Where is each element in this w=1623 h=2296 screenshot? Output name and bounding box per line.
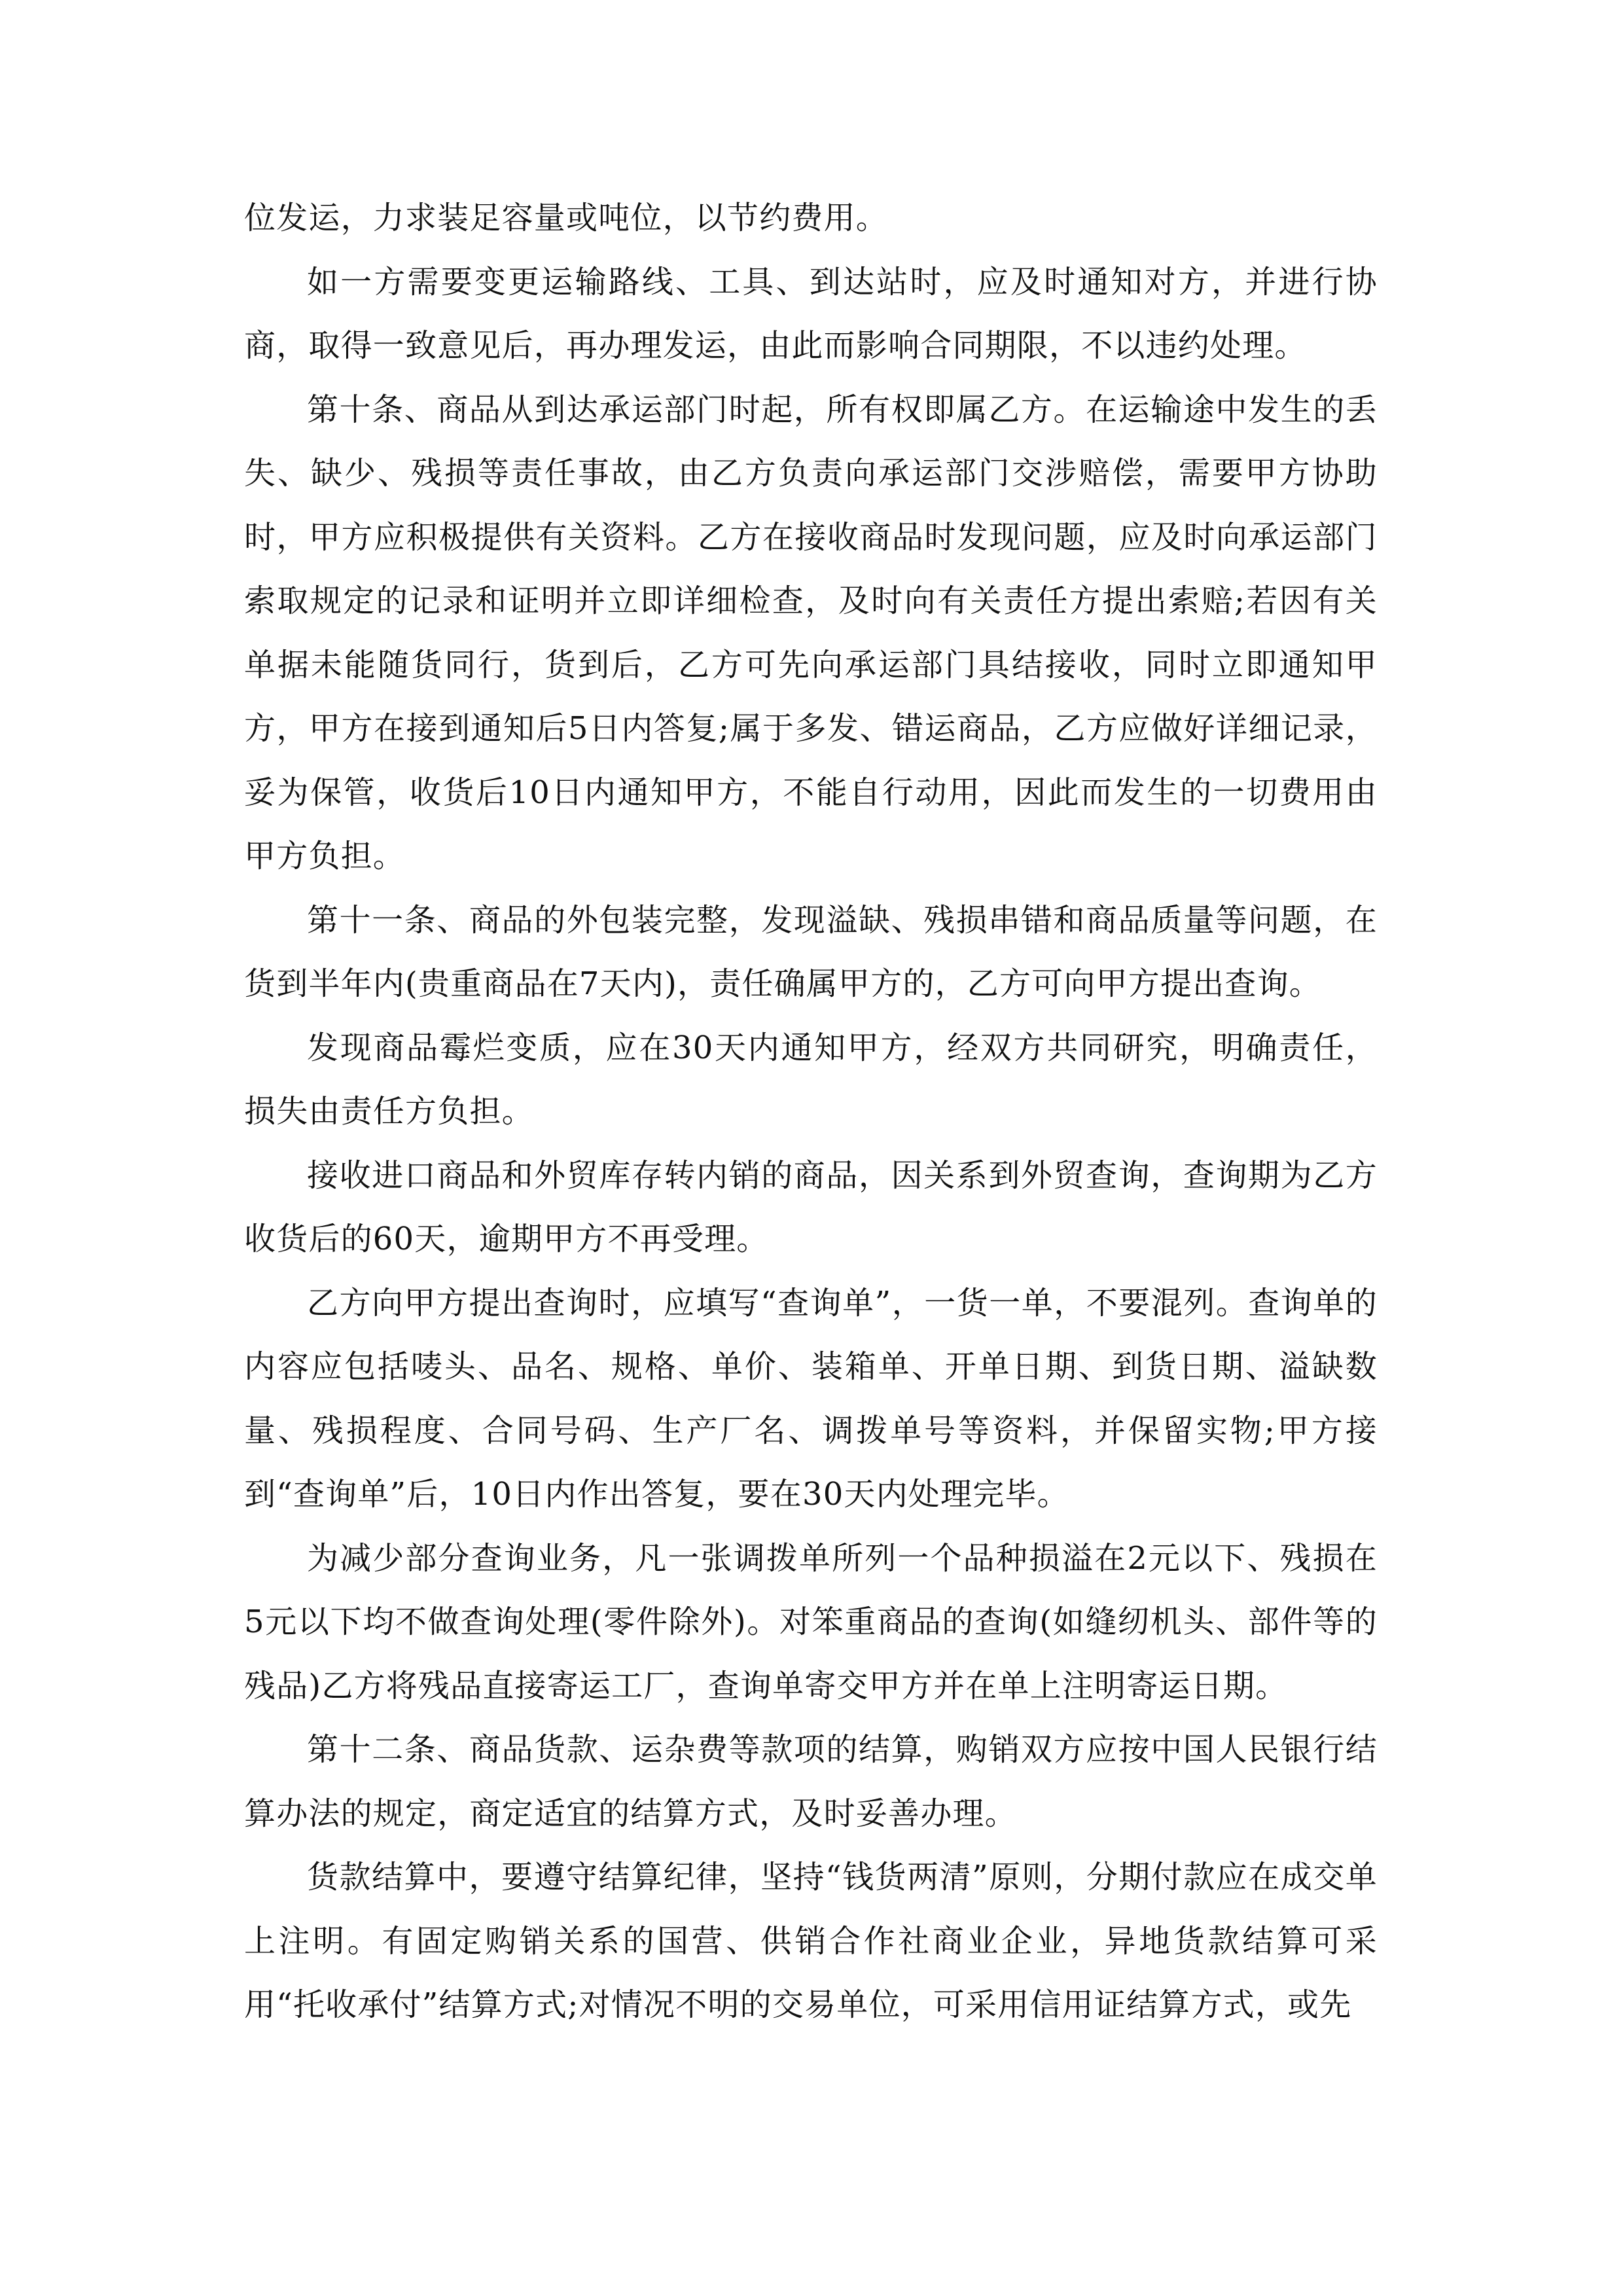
paragraph-article-12: 第十二条、商品货款、运杂费等款项的结算，购销双方应按中国人民银行结算办法的规定，商定适宜的结算方式，及时妥善办理。 [244,1731,1378,1832]
contract-text-body [244,187,1378,2037]
paragraph-inquiry-form: 乙方向甲方提出查询时，应填写“查询单”，一货一单，不要混列。查询单的内容应包括唛头、品名、规格、单价、装箱单、开单日期、到货日期、溢缺数量、残损程度、合同号码、生产厂名、调拨单号等资料，并保留实物;甲方接到“查询单”后，10日内作出答复，要在30天内处理完毕。 [244,1284,1378,1513]
paragraph-route-change: 如一方需要变更运输路线、工具、到达站时，应及时通知对方，并进行协商，取得一致意见后，再办理发运，由此而影响合同期限，不以违约处理。 [244,263,1378,364]
paragraph-import-goods: 接收进口商品和外贸库存转内销的商品，因关系到外贸查询，查询期为乙方收货后的60天，逾期甲方不再受理。 [244,1157,1378,1257]
paragraph-reduce-inquiry: 为减少部分查询业务，凡一张调拨单所列一个品种损溢在2元以下、残损在5元以下均不做查询处理(零件除外)。对笨重商品的查询(如缝纫机头、部件等的残品)乙方将残品直接寄运工厂，查询单寄交甲方并在单上注明寄运日期。 [244,1539,1378,1704]
paragraph-article-10: 第十条、商品从到达承运部门时起，所有权即属乙方。在运输途中发生的丢失、缺少、残损等责任事故，由乙方负责向承运部门交涉赔偿，需要甲方协助时，甲方应积极提供有关资料。乙方在接收商品时发现问题，应及时向承运部门索取规定的记录和证明并立即详细检查，及时向有关责任方提出索赔;若因有关单据未能随货同行，货到后，乙方可先向承运部门具结接收，同时立即通知甲方，甲方在接到通知后5日内答复;属于多发、错运商品，乙方应做好详细记录，妥为保管，收货后10日内通知甲方，不能自行动用，因此而发生的一切费用由甲方负担。 [244,391,1378,874]
paragraph-spoilage: 发现商品霉烂变质，应在30天内通知甲方，经双方共同研究，明确责任，损失由责任方负担。 [244,1029,1378,1130]
paragraph-article-11: 第十一条、商品的外包装完整，发现溢缺、残损串错和商品质量等问题，在货到半年内(贵重商品在7天内)，责任确属甲方的，乙方可向甲方提出查询。 [244,901,1378,1002]
paragraph-settlement: 货款结算中，要遵守结算纪律，坚持“钱货两清”原则，分期付款应在成交单上注明。有固定购销关系的国营、供销合作社商业企业，异地货款结算可采用“托收承付”结算方式;对情况不明的交易单位，可采用信用证结算方式，或先 [244,1859,1378,2023]
paragraph-shipping-continuation: 位发运，力求装足容量或吨位，以节约费用。 [244,200,889,236]
